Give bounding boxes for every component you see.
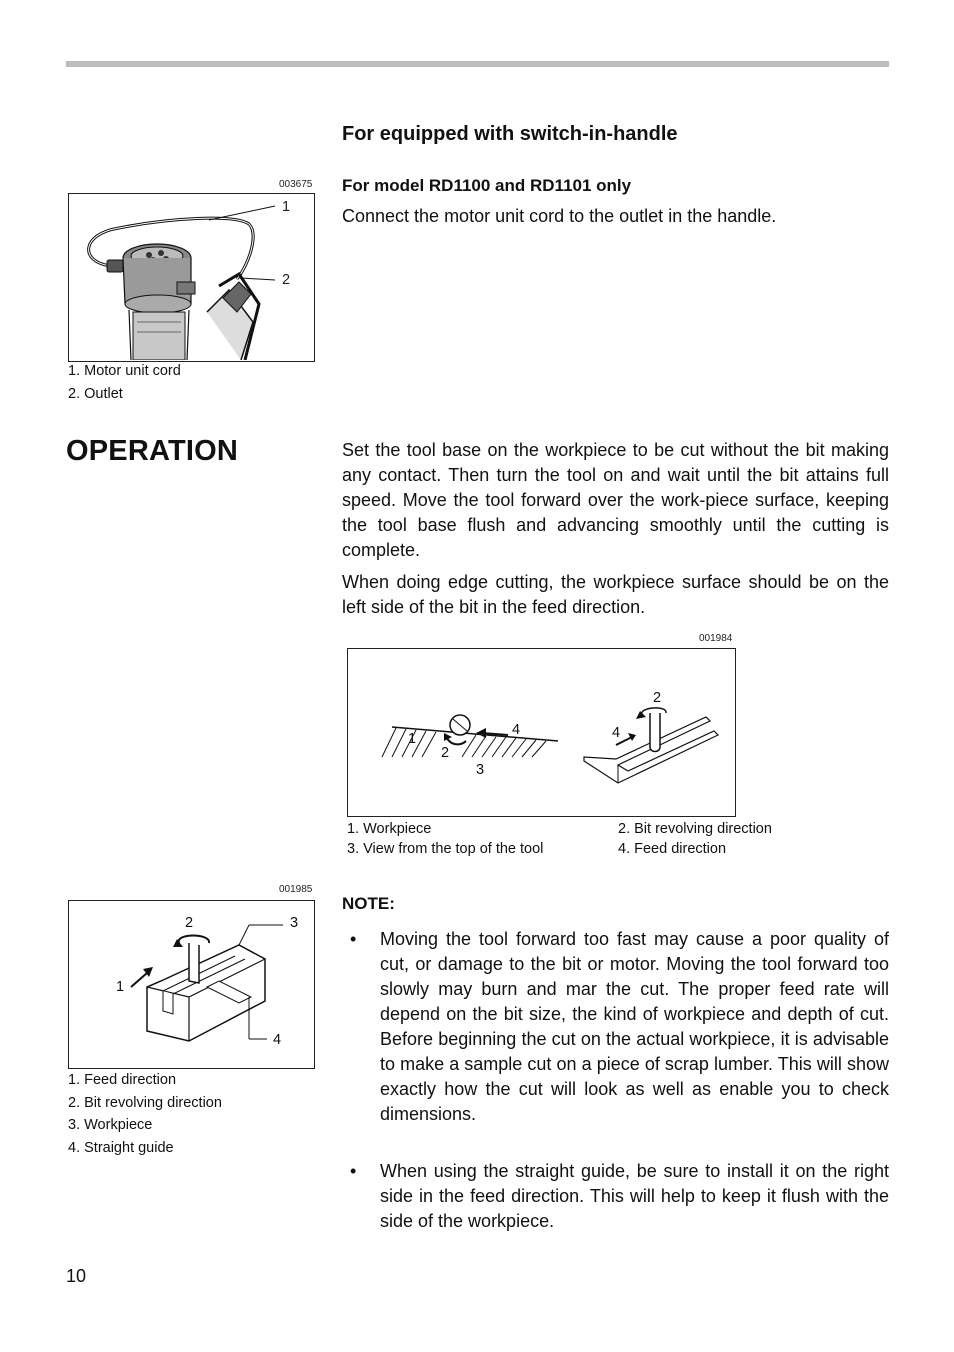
fig3-caption-3: 3. Workpiece [68,1117,153,1133]
bullet-dot: • [350,1161,357,1181]
fig2-label-3: 3 [476,762,485,778]
note-title: NOTE: [342,894,395,913]
note-bullet-2-text: When using the straight guide, be sure to install it on the right side in the feed direction. This will help to keep it flush with the side of the workpiece. [380,1161,889,1231]
fig3-label-2: 2 [185,915,194,931]
figure-code-001985: 001985 [279,884,313,895]
fig3-label-1: 1 [116,979,125,995]
fig2-caption [347,818,807,864]
fig3-caption [68,1069,222,1159]
fig3-caption-1: 1. Feed direction [68,1072,177,1088]
note-bullet-1 [342,927,889,1127]
fig1-label-2: 2 [282,272,291,288]
fig2-caption-4: 4. Feed direction [618,841,727,857]
subheading-model: For model RD1100 and RD1101 only [342,176,632,195]
fig3-label-4: 4 [273,1032,282,1048]
figure-code-003675: 003675 [279,179,313,190]
fig1-label-1: 1 [282,199,291,215]
operation-paragraph-1: Set the tool base on the workpiece to be cut without the bit making any contact. Then turn the tool on and wait until the bit attains full speed. Move the tool forward over the work-piece surface, keeping the tool base flush and advancing smoothly until the cutting is complete. [342,440,889,560]
fig3-label-3: 3 [290,915,299,931]
fig1-caption-2: 2. Outlet [68,385,123,402]
fig2-label-2-right: 2 [653,690,662,706]
figure-straight-guide [68,900,315,1069]
note-bullet-2 [342,1159,889,1234]
fig2-label-1: 1 [408,731,417,747]
figure-feed-direction [347,648,736,817]
fig2-caption-1: 1. Workpiece [347,821,432,837]
operation-title: OPERATION [66,435,239,467]
fig1-caption-1: 1. Motor unit cord [68,363,181,379]
fig2-label-4-left: 4 [512,722,521,738]
fig2-caption-3: 3. View from the top of the tool [347,841,544,857]
connect-instruction: Connect the motor unit cord to the outlet in the handle. [342,206,777,226]
note-bullet-1-text: Moving the tool forward too fast may cause a poor quality of cut, or damage to the bit or motor. Moving the tool forward too slowly may burn and mar the cut. The proper feed rate will depend on the bit size, the kind of workpiece and depth of cut. Before beginning the cut on the actual workpiece, it is advisable to make a sample cut on a piece of scrap lumber. This will show exactly how the cut will look as well as enable you to check dimensions. [380,929,889,1124]
fig2-caption-2: 2. Bit revolving direction [618,821,772,837]
fig2-label-4-right: 4 [612,725,621,741]
page-number: 10 [66,1266,87,1286]
fig1-caption [68,360,181,405]
fig3-caption-2: 2. Bit revolving direction [68,1094,222,1111]
bullet-dot: • [350,929,357,949]
operation-paragraph-2: When doing edge cutting, the workpiece surface should be on the left side of the bit in the feed direction. [342,572,889,617]
figure-code-001984: 001984 [699,633,733,644]
top-rule [66,61,889,67]
fig3-caption-4: 4. Straight guide [68,1139,174,1156]
figure-motor-cord-outlet [68,193,315,362]
fig2-label-2-left: 2 [441,745,450,761]
section-heading-switch-in-handle: For equipped with switch-in-handle [342,123,678,145]
